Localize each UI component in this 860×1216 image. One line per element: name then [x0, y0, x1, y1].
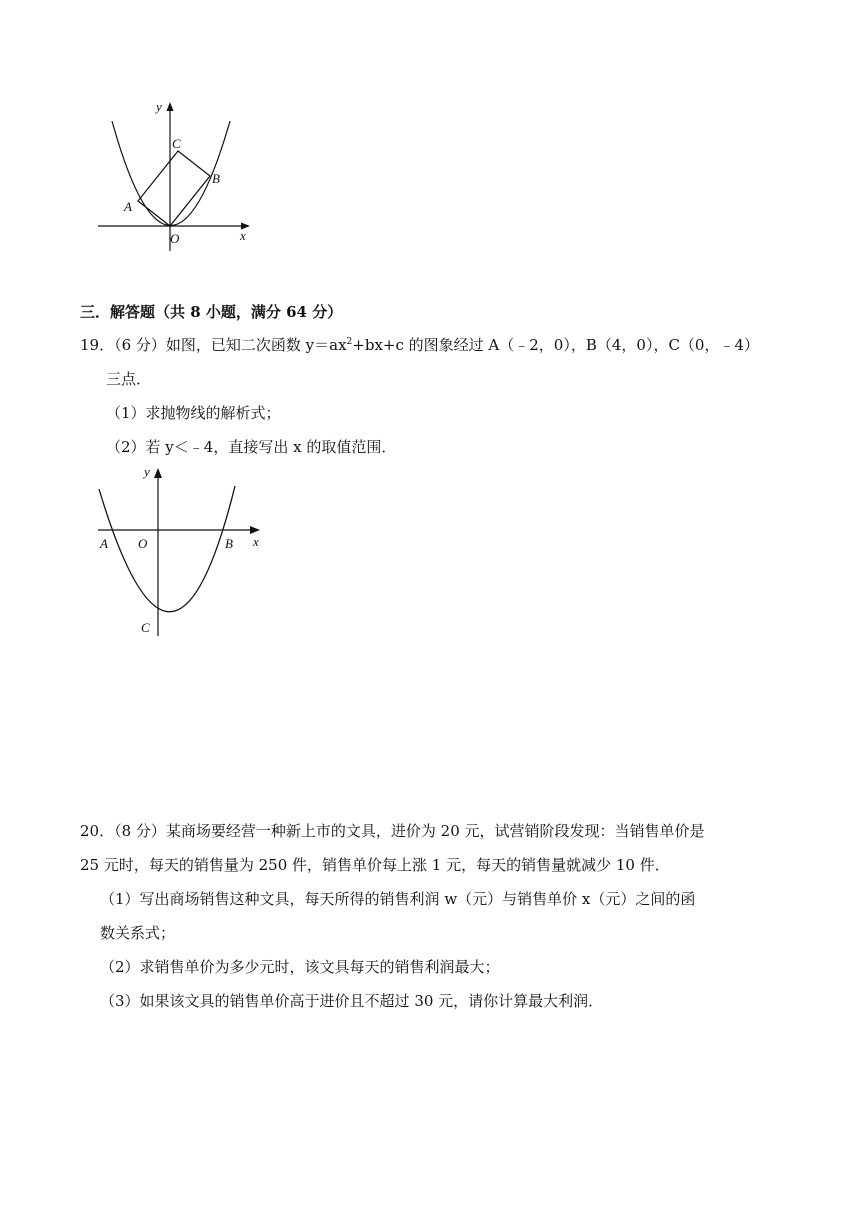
section-heading: 三．解答题（共 8 小题，满分 64 分） [80, 303, 343, 321]
q20-part1-line1: （1）写出商场销售这种文具，每天所得的销售利润 w（元）与销售单价 x（元）之间的函 [100, 890, 696, 908]
x-axis-arrow [250, 526, 260, 534]
label-c: C [141, 620, 150, 635]
figure-q19-parabola [90, 460, 270, 640]
label-c: C [172, 136, 181, 151]
label-x: x [240, 228, 246, 243]
q19-stem-pre: 19．（6 分）如图，已知二次函数 y＝ax [80, 336, 347, 354]
y-axis-arrow [154, 468, 162, 478]
q19-stem-sup: 2 [346, 337, 353, 347]
y-axis-arrow [167, 102, 174, 111]
label-x: x [253, 534, 259, 549]
label-o: O [138, 536, 148, 551]
label-o: O [170, 231, 180, 246]
label-y: y [144, 464, 150, 479]
label-a: A [124, 199, 132, 214]
q20-line2: 25 元时，每天的销售量为 250 件，销售单价每上涨 1 元，每天的销售量就减少 10 件． [80, 856, 670, 874]
q20-line1: 20．（8 分）某商场要经营一种新上市的文具，进价为 20 元，试营销阶段发现：当销售单价是 [80, 822, 705, 840]
label-b: B [212, 171, 220, 186]
q19-part1: （1）求抛物线的解析式； [106, 404, 281, 422]
figure-parabola-square [90, 95, 260, 255]
label-y: y [156, 99, 162, 114]
parabola-curve [99, 486, 235, 612]
label-a: A [100, 536, 108, 551]
q19-stem-post: +bx+c 的图象经过 A（﹣2，0），B（4，0），C（0，﹣4） [352, 336, 760, 354]
segment-ob [170, 176, 210, 226]
label-b: B [225, 536, 233, 551]
q20-part2: （2）求销售单价为多少元时，该文具每天的销售利润最大； [100, 958, 500, 976]
square-oacb [138, 151, 210, 226]
q20-part1-line2: 数关系式； [100, 924, 176, 942]
q19-stem [80, 334, 759, 355]
q19-part2: （2）若 y＜﹣4，直接写出 x 的取值范围． [106, 438, 397, 456]
q19-stem-cont: 三点． [106, 370, 152, 388]
q20-part3: （3）如果该文具的销售单价高于进价且不超过 30 元，请你计算最大利润． [100, 992, 604, 1010]
